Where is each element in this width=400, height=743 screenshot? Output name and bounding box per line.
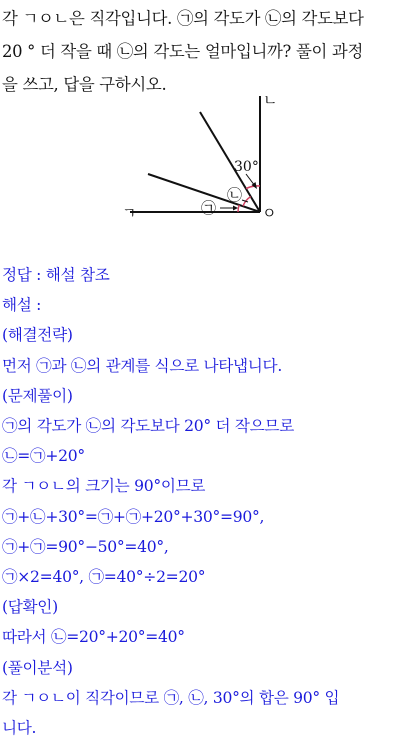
analysis-heading: (풀이분석)	[2, 658, 73, 677]
explanation-label: 해설 :	[2, 296, 42, 315]
question-line: 을 쓰고, 답을 구하시오.	[2, 75, 167, 94]
solve-line: 각 ㄱㅇㄴ의 크기는 90°이므로	[2, 477, 206, 496]
check-heading: (답확인)	[2, 598, 58, 617]
solve-line: ㉡=㉠+20°	[2, 447, 85, 466]
label-ieung: ㅇ	[262, 204, 277, 222]
check-text: 따라서 ㉡=20°+20°=40°	[2, 628, 185, 647]
solve-line: ㉠+㉡+30°=㉠+㉠+20°+30°=90°,	[2, 507, 265, 526]
label-giyeok: ㄱ	[122, 204, 137, 222]
label-angle-b: ㉡	[227, 186, 243, 204]
solve-heading: (문제풀이)	[2, 386, 73, 405]
analysis-line: 각 ㄱㅇㄴ이 직각이므로 ㉠, ㉡, 30°의 합은 90° 입	[2, 688, 340, 707]
solution-section	[2, 260, 398, 743]
label-angle-a: ㉠	[201, 199, 217, 217]
arrowhead-a	[233, 206, 238, 211]
solve-line: ㉠+㉠=90°−50°=40°,	[2, 537, 169, 556]
question-line: 20 ° 더 작을 때 ㉡의 각도는 얼마입니까? 풀이 과정	[2, 42, 363, 61]
angle-diagram	[122, 92, 282, 228]
question-text	[2, 2, 398, 101]
strategy-text: 먼저 ㉠과 ㉡의 관계를 식으로 나타냅니다.	[2, 356, 282, 375]
label-nieun: ㄴ	[263, 92, 278, 109]
question-line: 각 ㄱㅇㄴ은 직각입니다. ㉠의 각도가 ㉡의 각도보다	[2, 9, 364, 28]
solve-line: ㉠의 각도가 ㉡의 각도보다 20° 더 작으므로	[2, 417, 294, 436]
strategy-heading: (해결전략)	[2, 326, 73, 345]
angle-figure	[122, 92, 282, 228]
analysis-line: 니다.	[2, 719, 37, 738]
answer-line: 정답 : 해설 참조	[2, 266, 110, 284]
solve-line: ㉠×2=40°, ㉠=40°÷2=20°	[2, 568, 206, 587]
angle-arc-a	[238, 205, 239, 212]
angle-arc-30	[246, 186, 260, 189]
label-30-degree: 30°	[234, 159, 259, 175]
